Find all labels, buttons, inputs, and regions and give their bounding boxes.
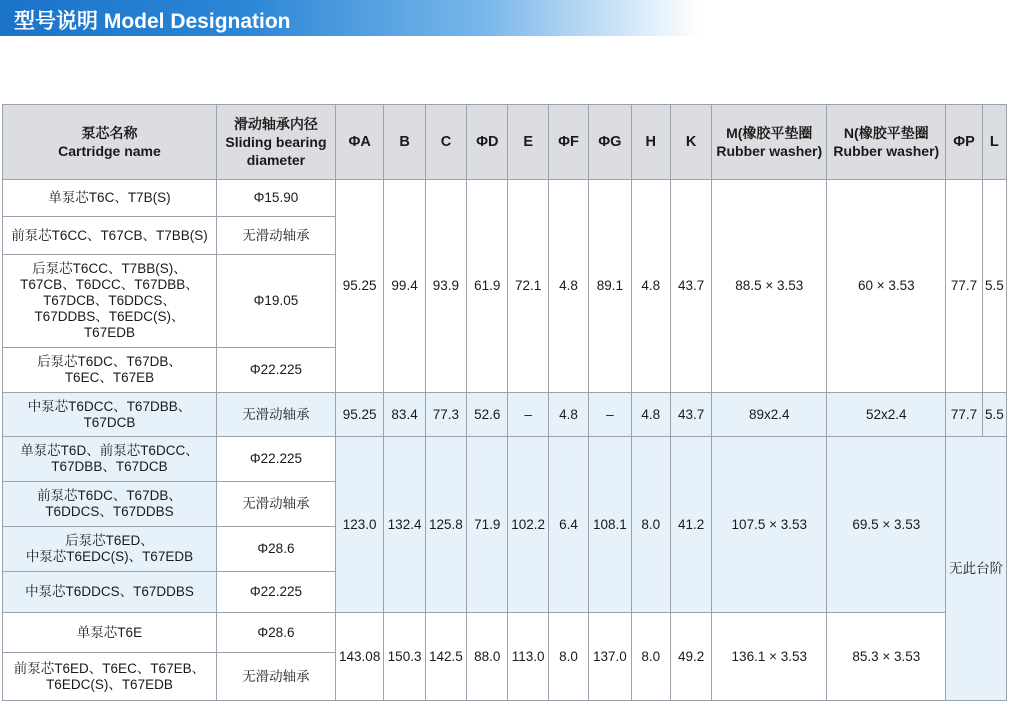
cartridge-name: 前泵芯T6CC、T67CB、T7BB(S) — [3, 217, 217, 255]
header-row — [3, 105, 1007, 180]
value-m: 89x2.4 — [712, 393, 827, 437]
value-k: 43.7 — [670, 393, 711, 437]
cartridge-name: 后泵芯T6DC、T67DB、 T6EC、T67EB — [3, 348, 217, 393]
value-a: 143.08 — [335, 613, 383, 701]
value-b: 132.4 — [384, 437, 425, 613]
value-a: 95.25 — [335, 180, 383, 393]
value-c: 125.8 — [425, 437, 466, 613]
header-c: C — [425, 105, 466, 180]
bearing-diameter: 无滑动轴承 — [216, 482, 335, 527]
value-n: 60 × 3.53 — [827, 180, 946, 393]
header-f: ΦF — [548, 105, 588, 180]
value-n: 69.5 × 3.53 — [827, 437, 946, 613]
table-row — [3, 393, 1007, 437]
header-n: N(橡胶平垫圈 Rubber washer) — [827, 105, 946, 180]
header-cartridge-name: 泵芯名称 Cartridge name — [3, 105, 217, 180]
cartridge-name: 单泵芯T6E — [3, 613, 217, 653]
value-d: 52.6 — [467, 393, 508, 437]
bearing-diameter: Φ22.225 — [216, 572, 335, 613]
cartridge-name: 后泵芯T6ED、 中泵芯T6EDC(S)、T67EDB — [3, 527, 217, 572]
cartridge-name: 前泵芯T6DC、T67DB、 T6DDCS、T67DDBS — [3, 482, 217, 527]
page-title: 型号说明 Model Designation — [14, 10, 291, 33]
value-p: 77.7 — [946, 180, 982, 393]
value-c: 77.3 — [425, 393, 466, 437]
header-e: E — [508, 105, 548, 180]
value-f: 4.8 — [548, 180, 588, 393]
cartridge-name: 后泵芯T6CC、T7BB(S)、 T67CB、T6DCC、T67DBB、 T67DCB、T6DDCS、 T67DDBS、T6EDC(S)、 T67EDB — [3, 255, 217, 348]
value-d: 71.9 — [467, 437, 508, 613]
value-e: 72.1 — [508, 180, 548, 393]
bearing-diameter: Φ28.6 — [216, 613, 335, 653]
value-e: 113.0 — [508, 613, 548, 701]
value-n: 85.3 × 3.53 — [827, 613, 946, 701]
cartridge-name: 前泵芯T6ED、T6EC、T67EB、 T6EDC(S)、T67EDB — [3, 653, 217, 701]
header-p: ΦP — [946, 105, 982, 180]
value-k: 41.2 — [670, 437, 711, 613]
value-d: 61.9 — [467, 180, 508, 393]
value-m: 107.5 × 3.53 — [712, 437, 827, 613]
value-a: 123.0 — [335, 437, 383, 613]
value-k: 43.7 — [670, 180, 711, 393]
bearing-diameter: Φ19.05 — [216, 255, 335, 348]
value-f: 8.0 — [548, 613, 588, 701]
value-k: 49.2 — [670, 613, 711, 701]
value-b: 150.3 — [384, 613, 425, 701]
value-l: 5.5 — [982, 393, 1006, 437]
cartridge-name: 单泵芯T6C、T7B(S) — [3, 180, 217, 217]
header-h: H — [631, 105, 670, 180]
header-a: ΦA — [335, 105, 383, 180]
value-a: 95.25 — [335, 393, 383, 437]
value-p: 77.7 — [946, 393, 982, 437]
value-c: 93.9 — [425, 180, 466, 393]
bearing-diameter: Φ28.6 — [216, 527, 335, 572]
cartridge-name: 中泵芯T6DCC、T67DBB、 T67DCB — [3, 393, 217, 437]
bearing-diameter: 无滑动轴承 — [216, 653, 335, 701]
header-bearing-diameter: 滑动轴承内径 Sliding bearing diameter — [216, 105, 335, 180]
value-h: 4.8 — [631, 393, 670, 437]
value-n: 52x2.4 — [827, 393, 946, 437]
cartridge-name: 中泵芯T6DDCS、T67DDBS — [3, 572, 217, 613]
value-h: 8.0 — [631, 437, 670, 613]
header-k: K — [670, 105, 711, 180]
header-g: ΦG — [589, 105, 631, 180]
value-b: 99.4 — [384, 180, 425, 393]
bearing-diameter: Φ15.90 — [216, 180, 335, 217]
bearing-diameter: Φ22.225 — [216, 437, 335, 482]
header-b: B — [384, 105, 425, 180]
table-row — [3, 613, 1007, 653]
bearing-diameter: 无滑动轴承 — [216, 217, 335, 255]
value-c: 142.5 — [425, 613, 466, 701]
value-m: 88.5 × 3.53 — [712, 180, 827, 393]
value-e: – — [508, 393, 548, 437]
value-g: 137.0 — [589, 613, 631, 701]
value-b: 83.4 — [384, 393, 425, 437]
table-row — [3, 437, 1007, 482]
value-h: 4.8 — [631, 180, 670, 393]
header-m: M(橡胶平垫圈 Rubber washer) — [712, 105, 827, 180]
header-l: L — [982, 105, 1006, 180]
header-d: ΦD — [467, 105, 508, 180]
table-row — [3, 180, 1007, 217]
model-designation-table — [2, 104, 1007, 701]
bearing-diameter: 无滑动轴承 — [216, 393, 335, 437]
value-g: 89.1 — [589, 180, 631, 393]
value-e: 102.2 — [508, 437, 548, 613]
value-f: 4.8 — [548, 393, 588, 437]
value-l: 5.5 — [982, 180, 1006, 393]
no-step-note: 无此台阶 — [946, 437, 1007, 701]
value-g: 108.1 — [589, 437, 631, 613]
value-h: 8.0 — [631, 613, 670, 701]
value-m: 136.1 × 3.53 — [712, 613, 827, 701]
bearing-diameter: Φ22.225 — [216, 348, 335, 393]
value-f: 6.4 — [548, 437, 588, 613]
title-banner — [0, 0, 700, 36]
value-g: – — [589, 393, 631, 437]
value-d: 88.0 — [467, 613, 508, 701]
cartridge-name: 单泵芯T6D、前泵芯T6DCC、 T67DBB、T67DCB — [3, 437, 217, 482]
